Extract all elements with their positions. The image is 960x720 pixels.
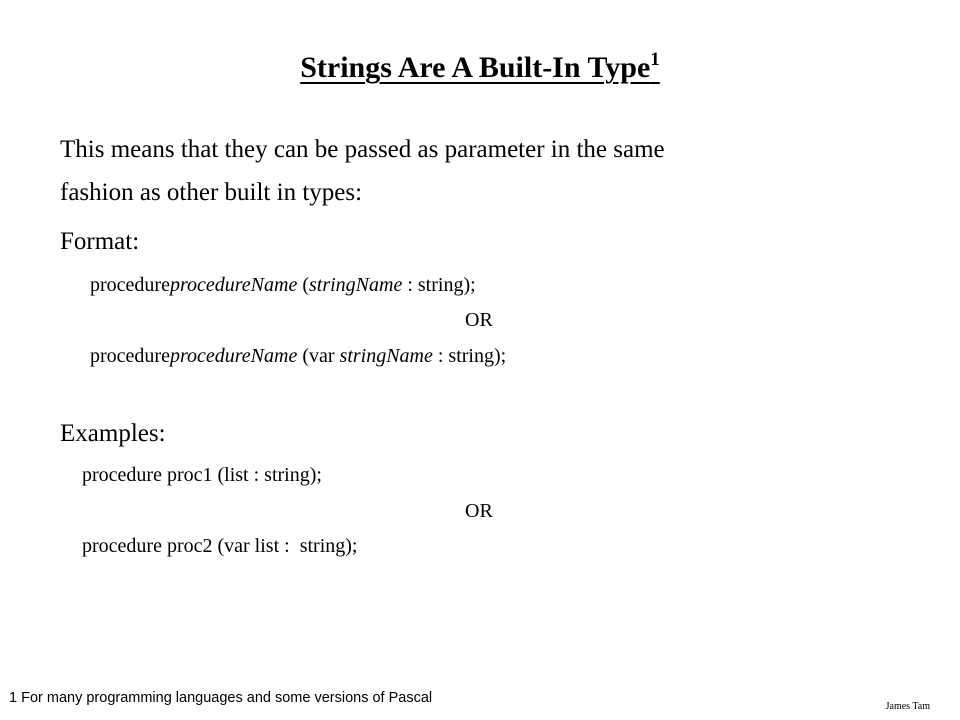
format-line-2-proc-name: procedureName [169, 345, 298, 367]
format-line-1 [90, 272, 476, 298]
examples-or: OR [465, 500, 493, 522]
example-line-2: procedure proc2 (var list : string); [82, 535, 358, 557]
slide-title [0, 48, 960, 88]
format-line-2-open-var: (var [302, 345, 335, 367]
format-line-1-proc-name: procedureName [169, 274, 298, 296]
format-line-2-keyword: procedure [90, 345, 170, 367]
intro-line-2: fashion as other built in types: [60, 179, 363, 206]
example-line-1: procedure proc1 (list : string); [82, 464, 322, 486]
format-or: OR [465, 309, 493, 331]
format-line-1-keyword: procedure [90, 274, 170, 296]
slide-title-text: Strings Are A Built-In Type [300, 51, 651, 84]
format-line-2-rest: : string); [437, 345, 507, 367]
format-line-1-param: stringName [309, 274, 403, 296]
slide-title-text-wrap [300, 51, 660, 84]
format-line-2 [90, 343, 506, 369]
intro-line-1: This means that they can be passed as parameter in the same [60, 136, 665, 163]
format-line-2-param: stringName [339, 345, 433, 367]
footnote: 1 For many programming languages and some versions of Pascal [9, 690, 433, 706]
examples-heading: Examples: [60, 420, 166, 447]
author-credit: James Tam [885, 701, 930, 712]
title-footnote-marker: 1 [650, 49, 660, 70]
intro-paragraph [60, 128, 920, 214]
format-heading: Format: [60, 228, 140, 255]
format-line-1-rest: : string); [407, 274, 476, 296]
format-line-1-open: ( [302, 274, 309, 296]
